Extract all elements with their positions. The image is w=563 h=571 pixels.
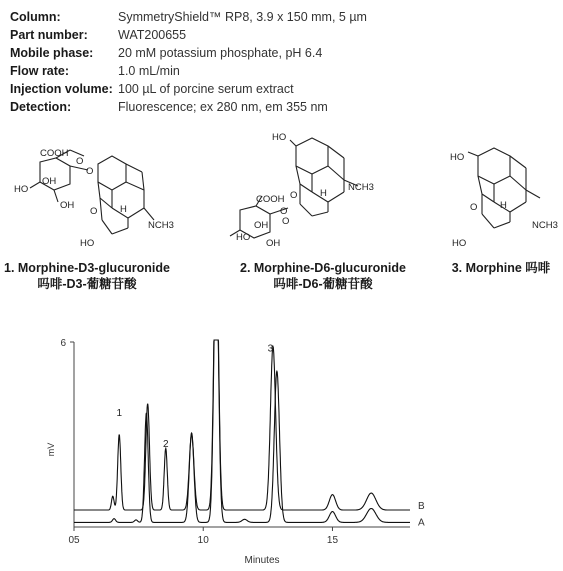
peak-label-1: 1 (116, 408, 123, 419)
atom-label-ho-3b: HO (452, 238, 467, 249)
condition-label: Mobile phase: (10, 46, 94, 60)
atom-label-h-2: H (320, 188, 327, 199)
condition-row-injection-volume (10, 80, 367, 98)
compound-label-1 (2, 260, 172, 292)
x-tick-label: 15 (326, 535, 339, 546)
atom-label-o-2b: O (280, 206, 288, 217)
structure-3 (468, 148, 540, 228)
peak-label-3: 3 (267, 343, 274, 355)
y-tick-label: 6 (60, 338, 66, 349)
atom-label-h-3: H (500, 200, 507, 211)
condition-value: WAT200655 (118, 28, 187, 42)
atom-label-ho-1b: HO (80, 238, 95, 249)
x-tick-label: 05 (68, 535, 80, 546)
condition-label: Detection: (10, 100, 72, 114)
compound-name-cn: 吗啡-D6-葡糖苷酸 (273, 277, 373, 291)
compound-name: 3. Morphine 吗啡 (451, 261, 551, 275)
peak-label-2: 2 (162, 438, 169, 450)
atom-label-cooh-1: COOH (40, 148, 69, 159)
y-axis-label: mV (46, 442, 56, 457)
atom-label-o-1b: O (86, 166, 94, 177)
structure-2 (230, 138, 358, 238)
structures-panel (0, 128, 563, 300)
atom-label-oh-2b: OH (266, 238, 281, 249)
atom-label-oh-1b: OH (60, 200, 75, 211)
atom-label-nch3-2: NCH3 (348, 182, 374, 193)
compound-label-3 (446, 260, 556, 276)
condition-value: Fluorescence; ex 280 nm, em 355 nm (118, 100, 328, 114)
atom-label-o-1a: O (76, 156, 84, 167)
series-line-B (74, 340, 410, 510)
compound-name: 1. Morphine-D3-glucuronide (4, 261, 170, 275)
condition-row-flow-rate (10, 62, 367, 80)
atom-label-nch3-3: NCH3 (532, 220, 558, 231)
conditions-table (10, 8, 367, 116)
condition-label: Part number: (10, 28, 88, 42)
atom-label-ho-3: HO (450, 152, 465, 163)
atom-label-o-3: O (470, 202, 478, 213)
condition-value: SymmetryShield™ RP8, 3.9 x 150 mm, 5 µm (118, 10, 367, 24)
structure-1 (30, 150, 154, 234)
condition-value: 100 µL of porcine serum extract (118, 82, 294, 96)
chromatogram (0, 330, 563, 571)
condition-value: 20 mM potassium phosphate, pH 6.4 (118, 46, 323, 60)
condition-row-column (10, 8, 367, 26)
atom-label-h-1: H (120, 204, 127, 215)
condition-label: Injection volume: (10, 82, 113, 96)
condition-row-part-number (10, 26, 367, 44)
x-tick-label: 10 (197, 535, 209, 546)
atom-label-o-2c: O (282, 216, 290, 227)
condition-row-mobile-phase (10, 44, 367, 62)
series-label-B: B (418, 501, 425, 513)
condition-row-detection (10, 98, 367, 116)
compound-name-cn: 吗啡-D3-葡糖苷酸 (37, 277, 137, 291)
condition-label: Flow rate: (10, 64, 70, 78)
traces (74, 340, 410, 522)
compound-label-2 (228, 260, 418, 292)
atom-label-cooh-2: COOH (256, 194, 285, 205)
condition-value: 1.0 mL/min (118, 64, 180, 78)
atom-label-ho-2b: HO (236, 232, 251, 243)
x-axis-label: Minutes (244, 555, 280, 566)
axes (46, 338, 410, 566)
compound-name: 2. Morphine-D6-glucuronide (240, 261, 406, 275)
atom-label-nch3-1: NCH3 (148, 220, 174, 231)
atom-label-ho-2: HO (272, 132, 287, 143)
condition-label: Column: (10, 10, 61, 24)
atom-label-o-2a: O (290, 190, 298, 201)
atom-label-o-1c: O (90, 206, 98, 217)
atom-label-oh-2a: OH (254, 220, 269, 231)
series-label-A: A (418, 517, 425, 529)
atom-label-oh-1a: OH (42, 176, 57, 187)
atom-label-ho-1: HO (14, 184, 29, 195)
series-line-A (74, 340, 410, 522)
